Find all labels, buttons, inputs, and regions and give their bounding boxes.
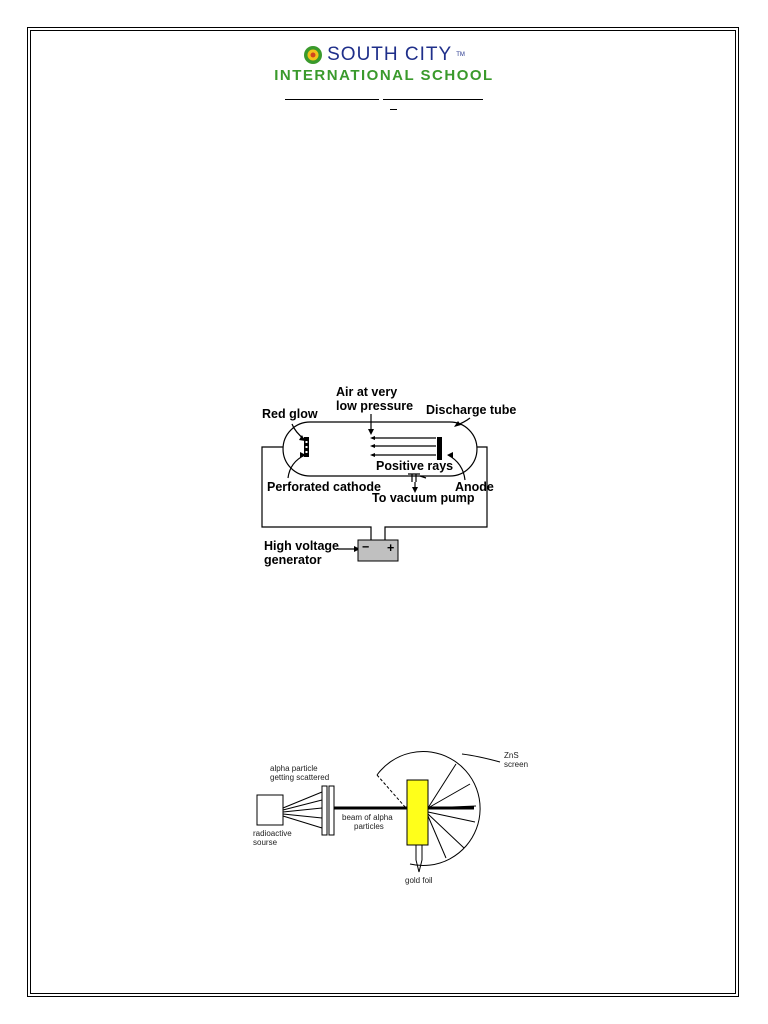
label-high-voltage: High voltage <box>264 539 340 553</box>
label-zns: ZnS <box>504 751 519 760</box>
label-particles: particles <box>354 822 384 831</box>
label-sourse: sourse <box>253 838 278 847</box>
collimator-plate-2 <box>329 786 334 835</box>
gold-foil <box>407 780 428 845</box>
label-anode: Anode <box>455 480 494 494</box>
label-screen: screen <box>504 760 529 769</box>
label-positive-rays: Positive rays <box>376 459 454 473</box>
label-beam-of-alpha: beam of alpha <box>342 813 393 822</box>
label-perforated-cathode: Perforated cathode <box>267 480 381 494</box>
generator-plus-sign: + <box>387 541 395 555</box>
label-red-glow: Red glow <box>262 407 318 421</box>
label-low-pressure: low pressure <box>336 399 414 413</box>
label-alpha-particle: alpha particle <box>270 764 318 773</box>
zns-screen-dashed <box>377 775 406 808</box>
logo-text-south-city: SOUTH CITY <box>327 44 453 65</box>
gold-foil-holder <box>416 845 422 872</box>
zns-label-pointer <box>462 754 500 762</box>
collimator-plate-1 <box>322 786 327 835</box>
label-air-at-very: Air at very <box>336 385 398 399</box>
label-gold-foil: gold foil <box>405 876 433 885</box>
logo-trademark: TM <box>456 52 465 58</box>
label-radioactive: radioactive <box>253 829 292 838</box>
generator-minus-sign: − <box>362 540 370 554</box>
label-to-vacuum-pump: To vacuum pump <box>372 491 475 505</box>
label-getting-scattered: getting scattered <box>270 773 330 782</box>
logo-text-international-school: INTERNATIONAL SCHOOL <box>274 67 494 84</box>
label-generator: generator <box>264 553 322 567</box>
radioactive-source-box <box>257 795 283 825</box>
label-discharge-tube: Discharge tube <box>426 403 517 417</box>
